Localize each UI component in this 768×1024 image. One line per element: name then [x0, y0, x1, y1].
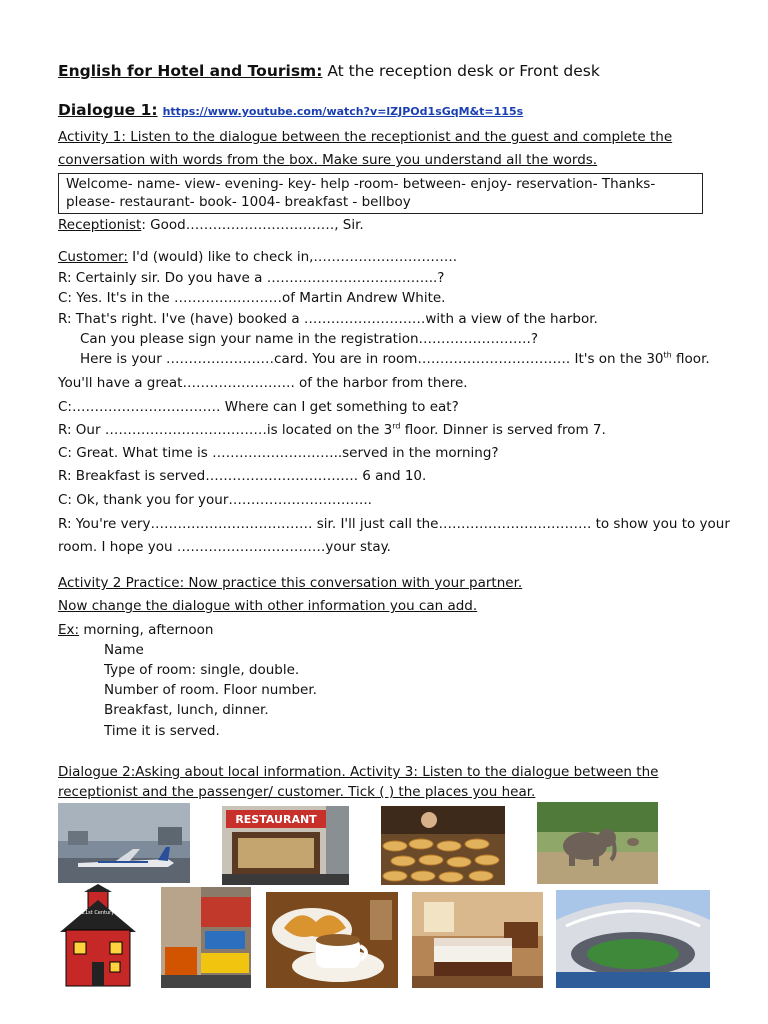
- example-item: Type of room: single, double.: [104, 662, 300, 678]
- example-item: Breakfast, lunch, dinner.: [104, 702, 269, 718]
- conv-line: R: You're very……………………………… sir. I'll just call the……………………………. to show you to your: [58, 516, 730, 532]
- coffee-croissant-image: [266, 892, 398, 988]
- example-item: Number of room. Floor number.: [104, 682, 317, 698]
- activity2-line1: Activity 2 Practice: Now practice this conversation with your partner.: [58, 575, 523, 591]
- zoo-elephant-image: [537, 802, 658, 884]
- customer-text: I'd (would) like to check in,…………………………..: [127, 249, 458, 265]
- conv-line: Can you please sign your name in the registration…………………….?: [80, 331, 538, 347]
- conv-line: You'll have a great……………………. of the harbor from there.: [58, 375, 468, 391]
- activity2-line2: Now change the dialogue with other information you can add.: [58, 598, 478, 614]
- dialogue1-label: Dialogue 1:: [58, 101, 158, 119]
- conv-line-customer: [58, 248, 457, 266]
- conv-text: floor. Dinner is served from 7.: [400, 422, 606, 438]
- conv-line: R: Breakfast is served……………………………. 6 and 10.: [58, 468, 427, 484]
- activity1-line2: conversation with words from the box. Make sure you understand all the words.: [58, 152, 598, 168]
- conv-line: C: Yes. It's in the ……………………of Martin Andrew White.: [58, 290, 446, 306]
- conv-text: floor.: [671, 351, 710, 367]
- dialogue2-line1: Dialogue 2:Asking about local information. Activity 3: Listen to the dialogue between the: [58, 764, 659, 780]
- conv-line: C:…………………………… Where can I get something to eat?: [58, 399, 459, 415]
- activity1-line1: Activity 1: Listen to the dialogue between the receptionist and the guest and complete the: [58, 129, 673, 145]
- title-rest: At the reception desk or Front desk: [327, 62, 600, 80]
- ex-text: morning, afternoon: [79, 622, 214, 638]
- conv-line-receptionist: [58, 216, 364, 234]
- dialogue1-heading: [58, 101, 523, 119]
- conv-line: [80, 350, 710, 368]
- receptionist-text: : Good……………………………, Sir.: [141, 217, 364, 233]
- restaurant-sign-text: RESTAURANT: [235, 813, 317, 826]
- superscript: th: [663, 350, 672, 360]
- example-item: Time it is served.: [104, 723, 220, 739]
- conv-line: C: Great. What time is ………………………..served in the morning?: [58, 445, 499, 461]
- school-house-image: [58, 884, 139, 988]
- hotel-room-image: [412, 892, 543, 988]
- conv-text: R: Our ………………………………is located on the 3: [58, 422, 393, 438]
- ex-label: Ex:: [58, 622, 80, 638]
- stadium-image: [556, 890, 710, 988]
- page-title: [58, 62, 600, 80]
- conv-line: [58, 421, 606, 439]
- dialogue2-line2: receptionist and the passenger/ customer. Tick ( ) the places you hear.: [58, 784, 536, 800]
- street-shops-image: [161, 887, 251, 988]
- customer-label: Customer:: [58, 249, 128, 265]
- superscript: rd: [392, 421, 401, 431]
- receptionist-label: Receptionist: [58, 217, 142, 233]
- word-box-line1: Welcome- name- view- evening- key- help -room- between- enjoy- reservation- Thanks-: [66, 176, 656, 192]
- word-box: [58, 173, 703, 214]
- conv-line: R: That's right. I've (have) booked a ………………………with a view of the harbor.: [58, 311, 598, 327]
- youtube-link[interactable]: https://www.youtube.com/watch?v=lZJPOd1sGqM&t=115s: [162, 105, 524, 118]
- bakery-image: [381, 806, 505, 885]
- school-sign-text: 21st Century: [81, 910, 115, 916]
- restaurant-image: [222, 806, 349, 885]
- conv-line: room. I hope you ……………………………your stay.: [58, 539, 391, 555]
- airport-image: [58, 803, 190, 883]
- conv-text: Here is your ……………………card. You are in room……………………………. It's on the 30: [80, 351, 664, 367]
- example-item: Name: [104, 642, 144, 658]
- word-box-line2: please- restaurant- book- 1004- breakfast - bellboy: [66, 194, 411, 210]
- title-bold: English for Hotel and Tourism:: [58, 62, 323, 80]
- conv-line: R: Certainly sir. Do you have a ………………………………..?: [58, 270, 445, 286]
- example-line: [58, 621, 213, 639]
- conv-line: C: Ok, thank you for your…………………………..: [58, 492, 372, 508]
